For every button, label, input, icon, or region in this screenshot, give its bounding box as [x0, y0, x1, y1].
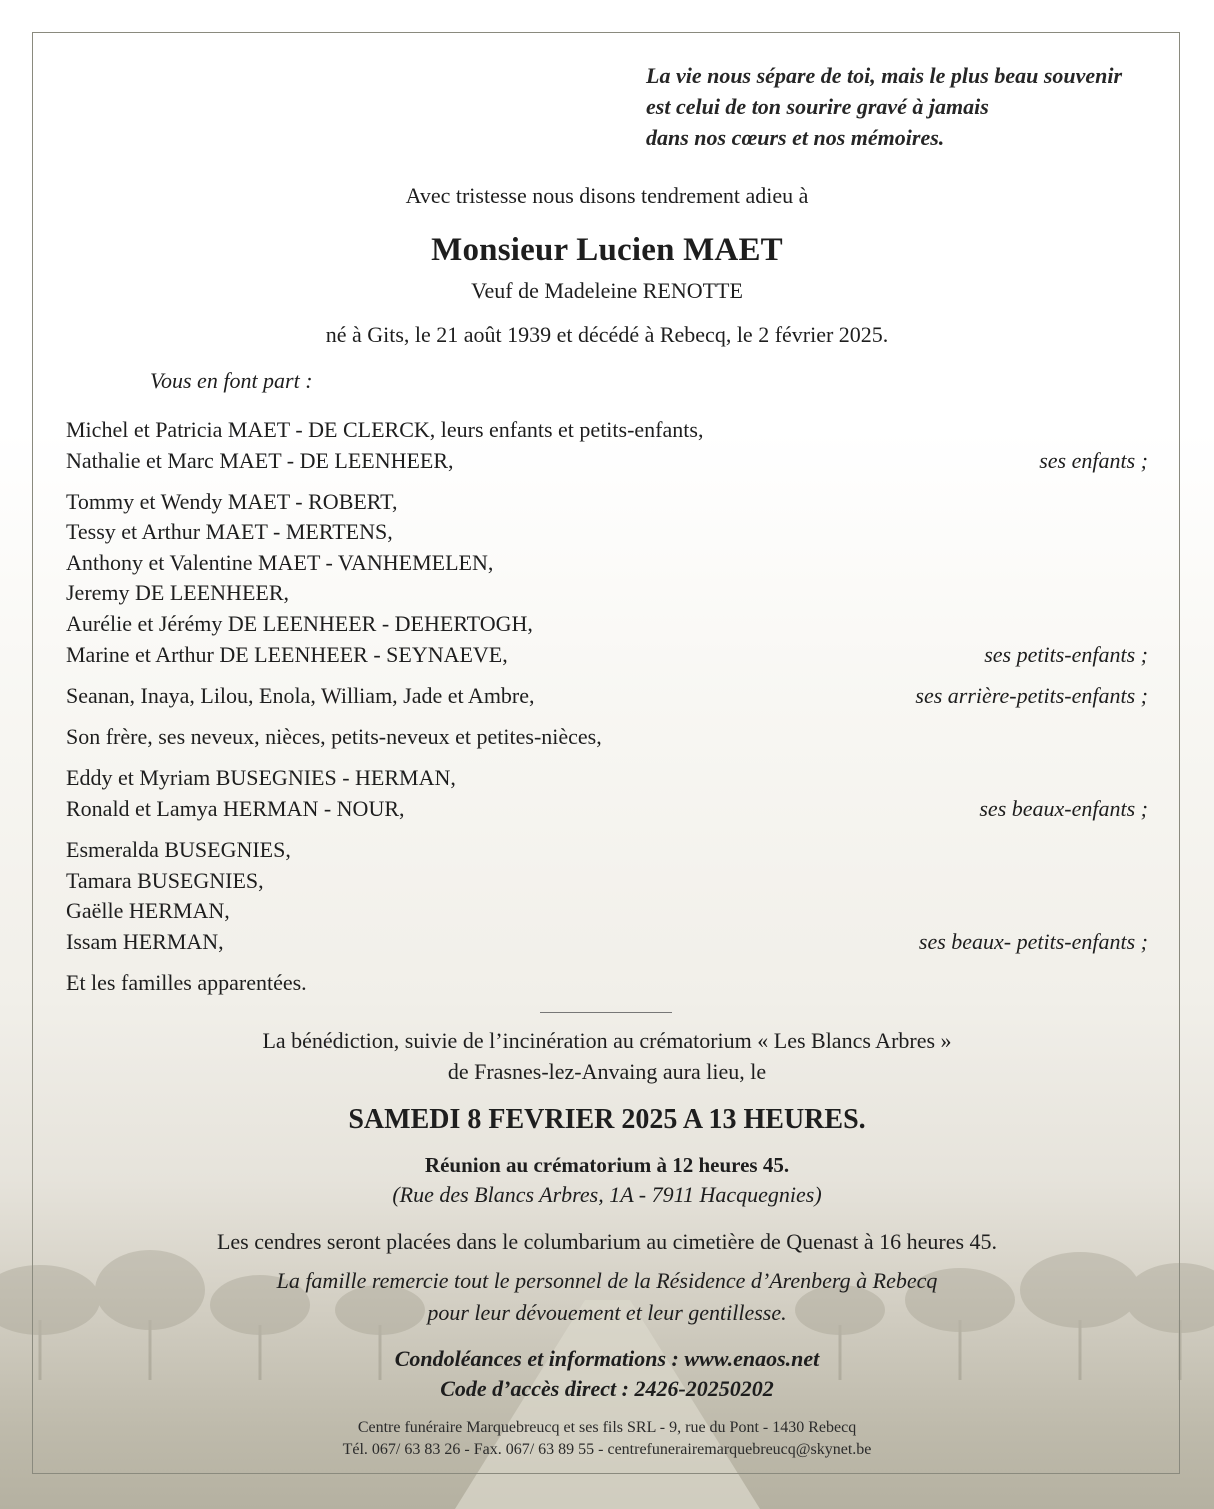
- family-row: [66, 793, 1148, 824]
- family-row: [66, 967, 1148, 998]
- family-row: [66, 639, 1148, 670]
- family-name: Anthony et Valentine MAET - VANHEMELEN,: [66, 550, 494, 575]
- divider: [540, 1012, 672, 1013]
- family-name: Tessy et Arthur MAET - MERTENS,: [66, 519, 393, 544]
- family-name: Esmeralda BUSEGNIES,: [66, 837, 291, 862]
- ceremony-text-line: de Frasnes-lez-Anvaing aura lieu, le: [447, 1059, 767, 1084]
- intro-text: Avec tristesse nous disons tendrement adieu à: [405, 183, 809, 208]
- family-name: Gaëlle HERMAN,: [66, 898, 230, 923]
- family-row: [66, 414, 1148, 445]
- family-name: Tamara BUSEGNIES,: [66, 868, 264, 893]
- family-role: ses beaux- petits-enfants ;: [918, 929, 1148, 954]
- family-row: [66, 926, 1148, 957]
- meeting-time: Réunion au crématorium à 12 heures 45.: [424, 1153, 790, 1177]
- epigraph-line: est celui de ton sourire gravé à jamais: [646, 94, 989, 119]
- epigraph-line: La vie nous sépare de toi, mais le plus beau souvenir: [646, 63, 1123, 88]
- ashes-text: Les cendres seront placées dans le columbarium au cimetière de Quenast à 16 heures 45.: [216, 1229, 998, 1254]
- ceremony-date: SAMEDI 8 FEVRIER 2025 A 13 HEURES.: [348, 1104, 866, 1135]
- family-name: Seanan, Inaya, Lilou, Enola, William, Jade et Ambre,: [66, 683, 535, 708]
- family-name: Et les familles apparentées.: [66, 970, 307, 995]
- family-row: [66, 445, 1148, 476]
- family-role: ses petits-enfants ;: [984, 642, 1148, 667]
- family-name: Nathalie et Marc MAET - DE LEENHEER,: [66, 448, 454, 473]
- epigraph-line: dans nos cœurs et nos mémoires.: [646, 125, 945, 150]
- condolences-line: Condoléances et informations : www.enaos.net: [394, 1346, 820, 1371]
- family-row: [66, 865, 1148, 896]
- family-row: [66, 516, 1148, 547]
- family-row: [66, 577, 1148, 608]
- family-name: Aurélie et Jérémy DE LEENHEER - DEHERTOGH,: [66, 611, 533, 636]
- family-row: [66, 762, 1148, 793]
- family-name: Jeremy DE LEENHEER,: [66, 580, 289, 605]
- family-row: [66, 834, 1148, 865]
- family-role: ses arrière-petits-enfants ;: [915, 683, 1148, 708]
- family-role: ses beaux-enfants ;: [979, 796, 1148, 821]
- deceased-spouse: Veuf de Madeleine RENOTTE: [471, 278, 743, 303]
- family-name: Marine et Arthur DE LEENHEER - SEYNAEVE,: [66, 642, 508, 667]
- family-row: [66, 895, 1148, 926]
- epigraph: [646, 60, 1122, 153]
- family-row: [66, 608, 1148, 639]
- footer-line: Centre funéraire Marquebreucq et ses fils SRL - 9, rue du Pont - 1430 Rebecq: [357, 1419, 857, 1436]
- thanks-line: pour leur dévouement et leur gentillesse.: [427, 1300, 787, 1325]
- family-name: Eddy et Myriam BUSEGNIES - HERMAN,: [66, 765, 456, 790]
- family-name: Michel et Patricia MAET - DE CLERCK, leurs enfants et petits-enfants,: [66, 417, 704, 442]
- family-row: [66, 680, 1148, 711]
- family-role: ses enfants ;: [1039, 448, 1148, 473]
- access-code: Code d’accès direct : 2426-20250202: [440, 1376, 774, 1401]
- family-name: Tommy et Wendy MAET - ROBERT,: [66, 489, 398, 514]
- family-row: [66, 547, 1148, 578]
- deceased-name: Monsieur Lucien MAET: [431, 232, 783, 268]
- family-name: Issam HERMAN,: [66, 929, 224, 954]
- family-row: [66, 721, 1148, 752]
- deceased-dates: né à Gits, le 21 août 1939 et décédé à Rebecq, le 2 février 2025.: [325, 322, 889, 347]
- thanks-line: La famille remercie tout le personnel de la Résidence d’Arenberg à Rebecq: [276, 1268, 938, 1293]
- footer-line: Tél. 067/ 63 83 26 - Fax. 067/ 63 89 55 - centrefunerairemarquebreucq@skynet.be: [342, 1441, 872, 1458]
- ceremony-text-line: La bénédiction, suivie de l’incinération au crématorium « Les Blancs Arbres »: [262, 1028, 952, 1053]
- family-row: [66, 486, 1148, 517]
- crematorium-address: (Rue des Blancs Arbres, 1A - 7911 Hacquegnies): [392, 1182, 822, 1207]
- announce-label: Vous en font part :: [150, 368, 313, 393]
- family-name: Ronald et Lamya HERMAN - NOUR,: [66, 796, 405, 821]
- family-name: Son frère, ses neveux, nièces, petits-neveux et petites-nièces,: [66, 724, 602, 749]
